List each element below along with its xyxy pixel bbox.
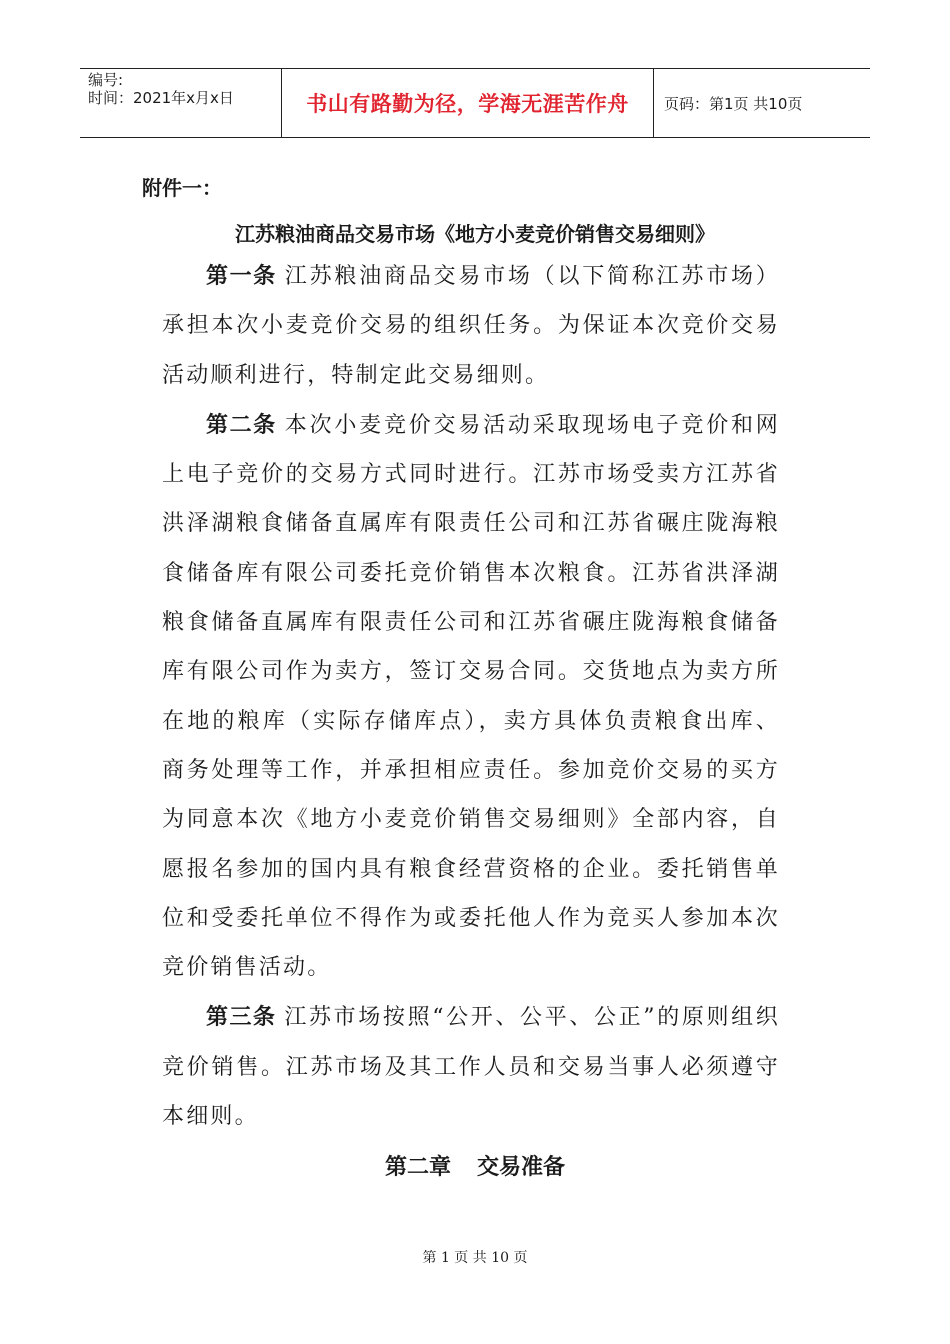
article-1: [162, 252, 780, 400]
article-heading: 第一条: [206, 264, 277, 289]
article-3: [162, 993, 780, 1141]
document-title: 江苏粮油商品交易市场《地方小麦竞价销售交易细则》: [235, 222, 715, 246]
document-body: [162, 252, 780, 1141]
header-motto: 书山有路勤为径，学海无涯苦作舟: [282, 69, 654, 137]
article-text: 江苏粮油商品交易市场（以下简称江苏市场）承担本次小麦竞价交易的组织任务。为保证本次竞价交易活动顺利进行，特制定此交易细则。: [162, 264, 780, 388]
header-meta: [80, 69, 282, 137]
attachment-label: 附件一：: [142, 176, 222, 200]
document-time-label: 时间：2021年x月x日: [88, 89, 234, 107]
article-heading: 第三条: [206, 1005, 277, 1031]
header-table: [80, 68, 870, 138]
document-number-label: 编号:: [88, 71, 124, 89]
article-heading: 第二条: [206, 412, 277, 438]
article-text: 江苏市场按照“公开、公平、公正”的原则组织竞价销售。江苏市场及其工作人员和交易当事人必须遵守本细则。: [162, 1005, 780, 1130]
article-2: [162, 401, 780, 993]
article-text: 本次小麦竞价交易活动采取现场电子竞价和网上电子竞价的交易方式同时进行。江苏市场受卖方江苏省洪泽湖粮食储备直属库有限责任公司和江苏省碾庄陇海粮食储备库有限公司委托竞价销售本次粮食。江苏省洪泽湖粮食储备直属库有限责任公司和江苏省碾庄陇海粮食储备库有限公司作为卖方，签订交易合同。交货地点为卖方所在地的粮库（实际存储库点），卖方具体负责粮食出库、商务处理等工作，并承担相应责任。参加竞价交易的买方为同意本次《地方小麦竞价销售交易细则》全部内容，自愿报名参加的国内具有粮食经营资格的企业。委托销售单位和受委托单位不得作为或委托他人作为竞买人参加本次竞价销售活动。: [162, 412, 780, 981]
chapter-number: 第二章: [384, 1155, 451, 1180]
page-footer: 第 1 页 共 10 页: [422, 1250, 528, 1266]
chapter-name: 交易准备: [477, 1155, 566, 1180]
header-page-info: 页码：第1页 共10页: [664, 94, 803, 113]
chapter-heading: [0, 1150, 950, 1181]
